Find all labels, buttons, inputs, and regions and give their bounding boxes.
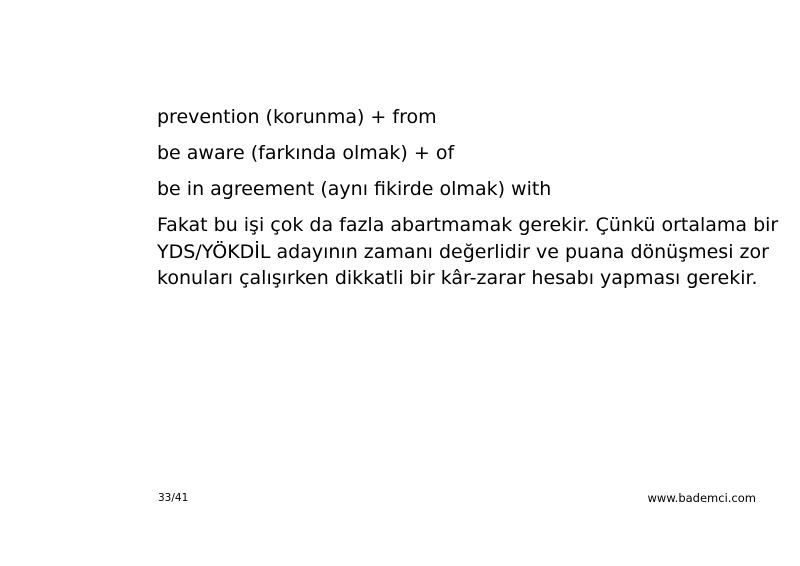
paragraph-line: YDS/YÖKDİL adayının zamanı değerlidir ve puana dönüşmesi zor: [157, 240, 769, 263]
text-line-be-aware: be aware (farkında olmak) + of: [157, 142, 455, 164]
text-line-be-in-agreement: be in agreement (aynı fikirde olmak) with: [157, 178, 552, 200]
page-number: 33/41: [158, 492, 189, 504]
paragraph-line: Fakat bu işi çok da fazla abartmamak gerekir. Çünkü ortalama bir: [157, 214, 779, 236]
text-line-prevention: prevention (korunma) + from: [157, 106, 437, 128]
website-url: www.bademci.com: [647, 491, 756, 505]
paragraph-line: konuları çalışırken dikkatli bir kâr-zarar hesabı yapması gerekir.: [157, 267, 758, 289]
explanation-paragraph: [157, 212, 777, 292]
content-body: [157, 104, 777, 292]
